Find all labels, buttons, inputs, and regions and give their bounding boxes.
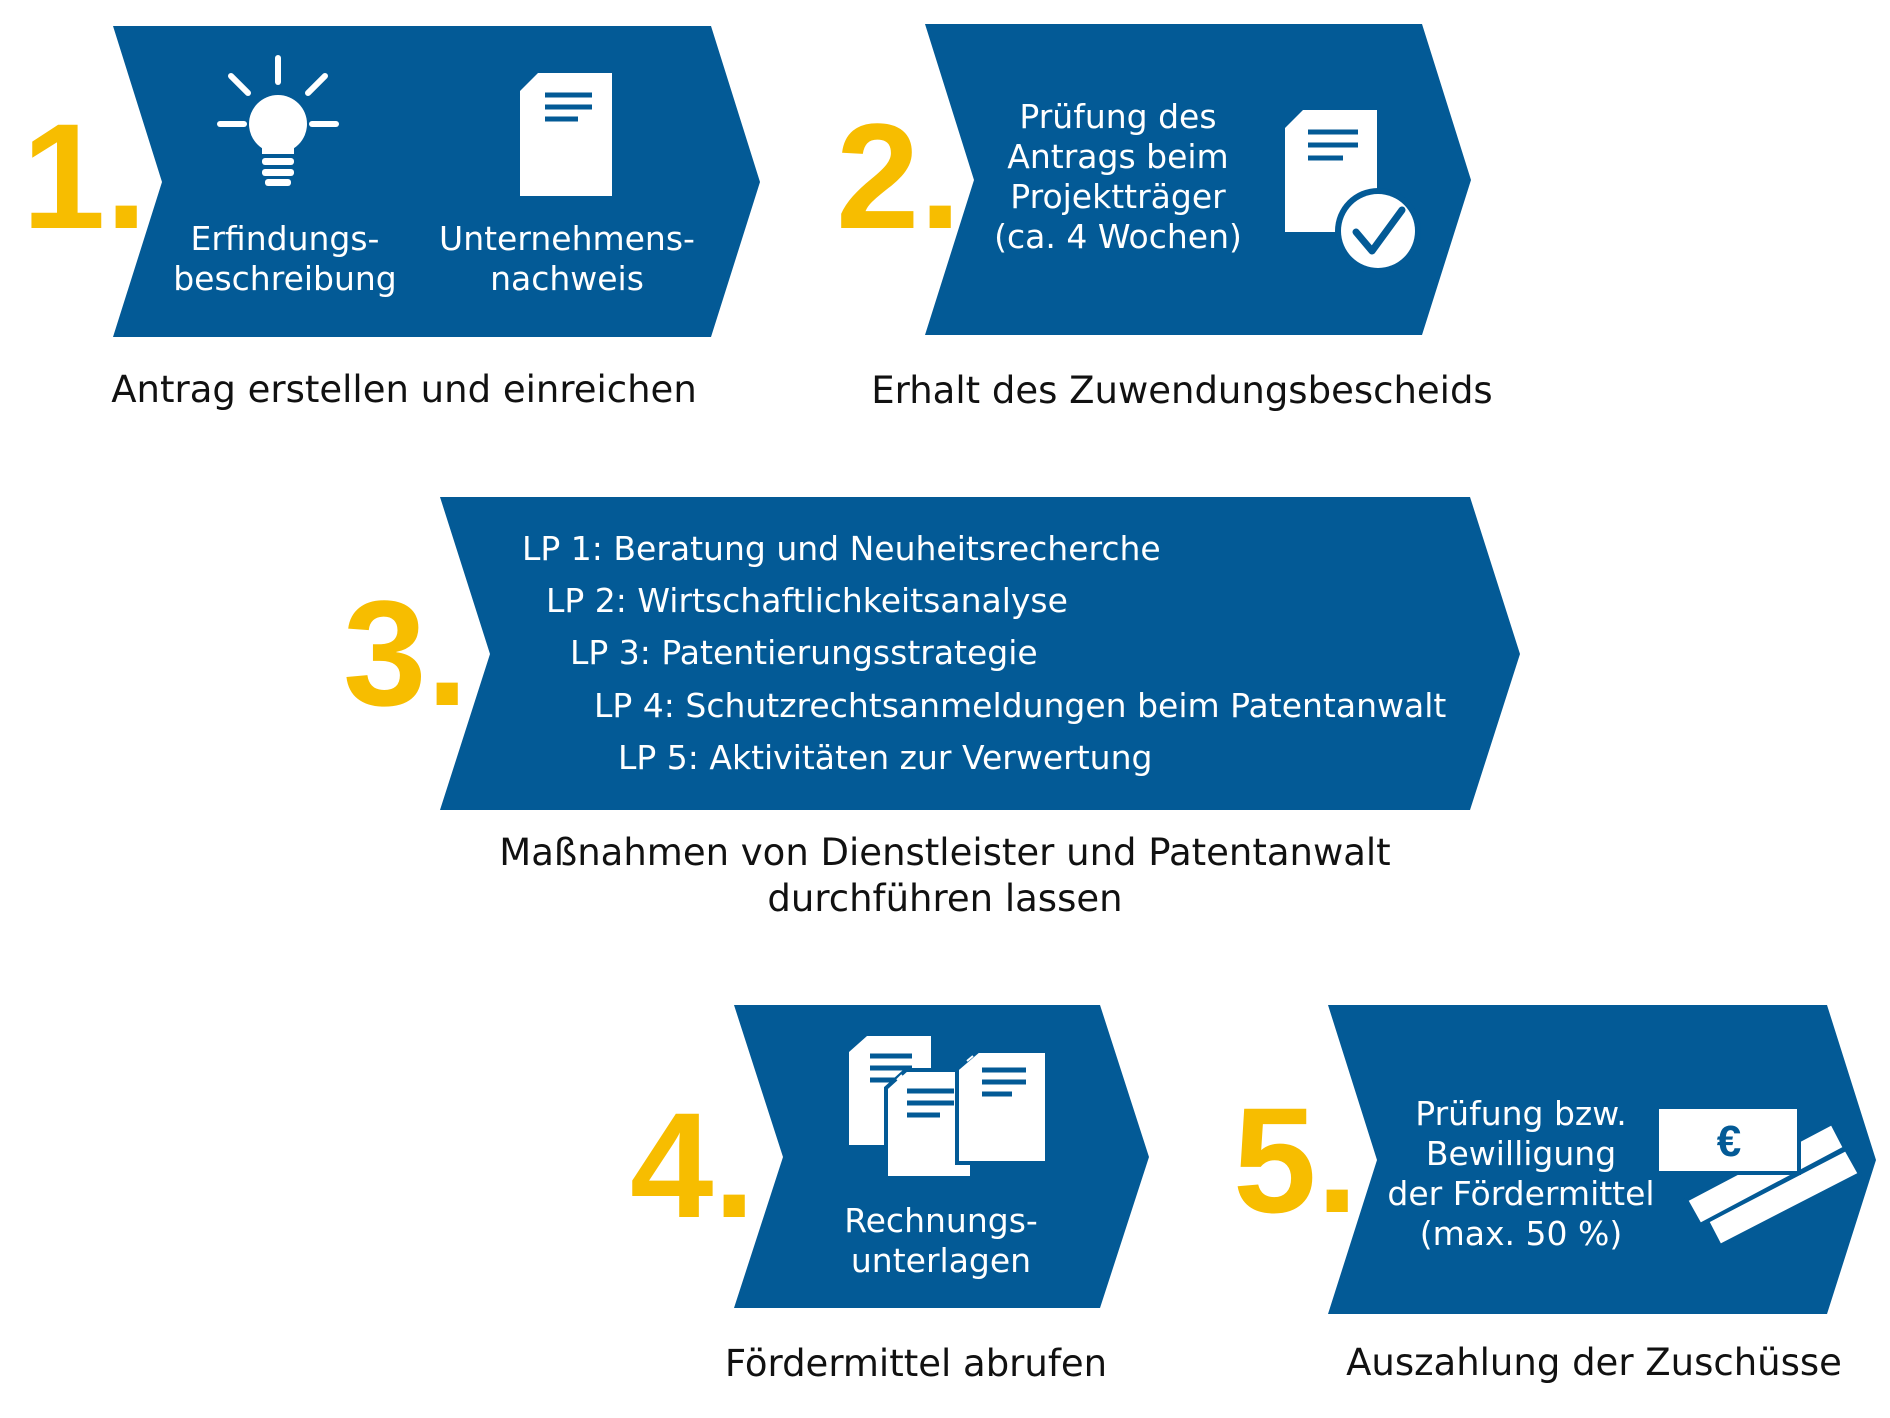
step-1-item-2-line-1: Unternehmens- bbox=[439, 219, 695, 258]
step-5-number: 5. bbox=[1233, 1076, 1359, 1244]
step-1-item-1-line-1: Erfindungs- bbox=[190, 219, 380, 258]
step-2-line-1: Prüfung des bbox=[1019, 97, 1217, 136]
step-4-line-1: Rechnungs- bbox=[844, 1201, 1038, 1240]
step-3-line-3: LP 3: Patentierungsstrategie bbox=[570, 633, 1038, 672]
step-1-item-1-line-2: beschreibung bbox=[173, 259, 397, 298]
step-2-line-4: (ca. 4 Wochen) bbox=[994, 217, 1242, 256]
step-3-caption-line-1: Maßnahmen von Dienstleister und Patentanwalt bbox=[499, 831, 1391, 874]
step-2-line-3: Projektträger bbox=[1010, 177, 1226, 216]
step-3-line-5: LP 5: Aktivitäten zur Verwertung bbox=[618, 738, 1153, 777]
step-2 bbox=[836, 24, 1493, 412]
step-5-line-2: Bewilligung bbox=[1425, 1134, 1617, 1173]
step-3-line-2: LP 2: Wirtschaftlichkeitsanalyse bbox=[546, 581, 1068, 620]
step-1-caption: Antrag erstellen und einreichen bbox=[111, 368, 697, 411]
step-5-line-3: der Fördermittel bbox=[1387, 1174, 1655, 1213]
step-5-caption: Auszahlung der Zuschüsse bbox=[1346, 1341, 1842, 1384]
step-3-line-4: LP 4: Schutzrechtsanmeldungen beim Patentanwalt bbox=[594, 686, 1447, 725]
document-icon bbox=[520, 73, 612, 196]
step-4 bbox=[630, 1005, 1149, 1385]
step-1-item-2-line-2: nachweis bbox=[490, 259, 644, 298]
step-4-number: 4. bbox=[630, 1081, 756, 1249]
step-1-number: 1. bbox=[22, 92, 148, 260]
step-5-line-1: Prüfung bzw. bbox=[1415, 1094, 1627, 1133]
step-3 bbox=[343, 497, 1520, 920]
step-4-line-2: unterlagen bbox=[850, 1241, 1032, 1280]
step-3-caption-line-2: durchführen lassen bbox=[767, 877, 1123, 920]
step-2-number: 2. bbox=[836, 92, 962, 260]
step-2-line-2: Antrags beim bbox=[1007, 137, 1229, 176]
step-1 bbox=[22, 26, 760, 411]
step-4-caption: Fördermittel abrufen bbox=[724, 1342, 1108, 1385]
step-5-line-4: (max. 50 %) bbox=[1419, 1214, 1623, 1253]
step-3-line-1: LP 1: Beratung und Neuheitsrecherche bbox=[522, 529, 1161, 568]
euro-symbol: € bbox=[1716, 1117, 1742, 1166]
step-5 bbox=[1233, 1005, 1876, 1384]
step-2-caption: Erhalt des Zuwendungsbescheids bbox=[871, 369, 1493, 412]
step-3-number: 3. bbox=[343, 569, 469, 737]
